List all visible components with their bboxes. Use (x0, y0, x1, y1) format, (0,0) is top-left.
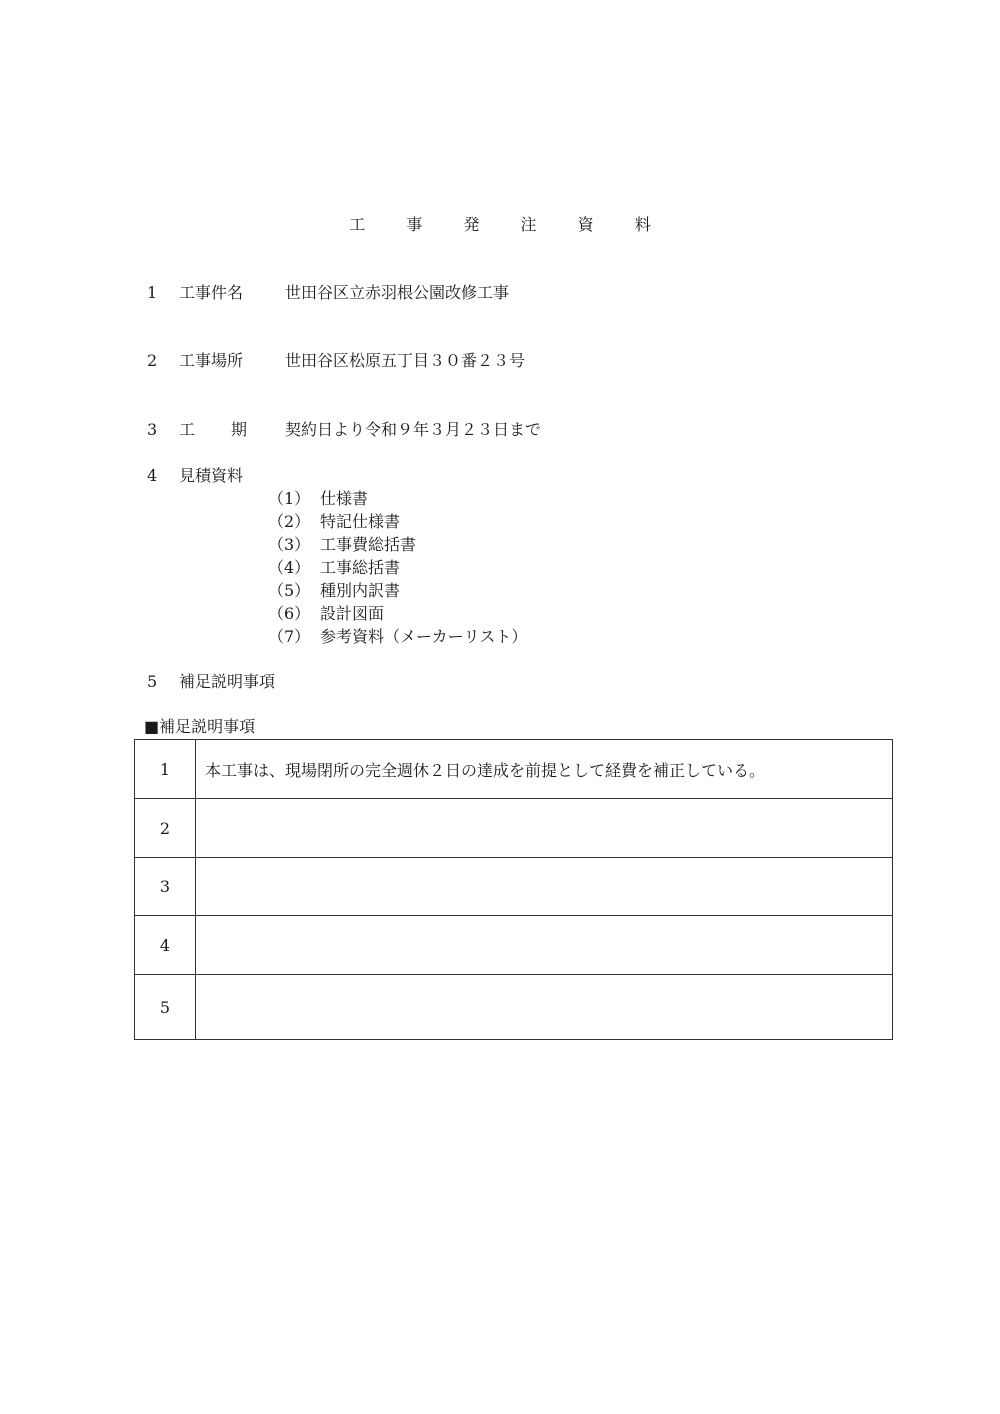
document-title (0, 212, 1000, 235)
list-item (268, 556, 527, 579)
table-row (135, 858, 893, 916)
doc-name: 特記仕様書 (320, 512, 401, 531)
item-label (179, 418, 285, 442)
table-row (135, 740, 893, 799)
row-text (196, 975, 893, 1040)
title-char: 事 (406, 215, 423, 234)
list-item (268, 602, 527, 625)
item-supplementary-notes (147, 670, 285, 694)
row-index: 4 (135, 916, 196, 975)
estimate-docs-list (268, 487, 527, 648)
doc-number: （7） (268, 627, 311, 646)
doc-number: （4） (268, 558, 311, 577)
doc-name: 種別内訳書 (320, 581, 401, 600)
item-number: 5 (147, 672, 158, 691)
row-index: 5 (135, 975, 196, 1040)
title-char: 発 (463, 215, 480, 234)
item-number: 3 (147, 420, 158, 439)
doc-number: （2） (268, 512, 311, 531)
item-number: 4 (147, 466, 158, 485)
table-row (135, 975, 893, 1040)
row-text (196, 916, 893, 975)
doc-name: 工事費総括書 (320, 535, 417, 554)
doc-name: 参考資料（メーカーリスト） (320, 627, 528, 646)
notes-table-title: ■補足説明事項 (144, 717, 256, 736)
item-project-name (147, 281, 509, 305)
item-construction-period (147, 418, 541, 442)
list-item (268, 510, 527, 533)
table-row (135, 916, 893, 975)
row-index: 3 (135, 858, 196, 916)
row-text: 本工事は、現場閉所の完全週休２日の達成を前提として経費を補正している。 (196, 740, 893, 799)
item-label: 工事件名 (179, 283, 244, 302)
row-index: 2 (135, 799, 196, 858)
row-text (196, 858, 893, 916)
doc-number: （5） (268, 581, 311, 600)
title-char: 資 (577, 215, 594, 234)
item-label: 見積資料 (179, 466, 244, 485)
item-label: 補足説明事項 (179, 672, 276, 691)
doc-number: （3） (268, 535, 311, 554)
list-item (268, 579, 527, 602)
item-value: 契約日より令和９年３月２３日まで (285, 420, 542, 439)
item-label-part: 工 (179, 420, 196, 439)
item-value: 世田谷区松原五丁目３０番２３号 (285, 351, 526, 370)
row-index: 1 (135, 740, 196, 799)
item-number: 2 (147, 351, 158, 370)
doc-number: （6） (268, 604, 311, 623)
row-text (196, 799, 893, 858)
item-number: 1 (147, 283, 158, 302)
item-project-location (147, 349, 525, 373)
notes-table (134, 739, 893, 1040)
item-estimate-materials (147, 464, 285, 488)
doc-name: 設計図面 (320, 604, 385, 623)
list-item (268, 487, 527, 510)
title-char: 注 (520, 215, 537, 234)
doc-number: （1） (268, 489, 311, 508)
item-value: 世田谷区立赤羽根公園改修工事 (285, 283, 510, 302)
table-row (135, 799, 893, 858)
list-item (268, 533, 527, 556)
item-label-part: 期 (231, 420, 248, 439)
list-item (268, 625, 527, 648)
doc-name: 工事総括書 (320, 558, 401, 577)
title-char: 工 (349, 215, 366, 234)
item-label: 工事場所 (179, 351, 244, 370)
doc-name: 仕様書 (320, 489, 369, 508)
title-char: 料 (634, 215, 651, 234)
